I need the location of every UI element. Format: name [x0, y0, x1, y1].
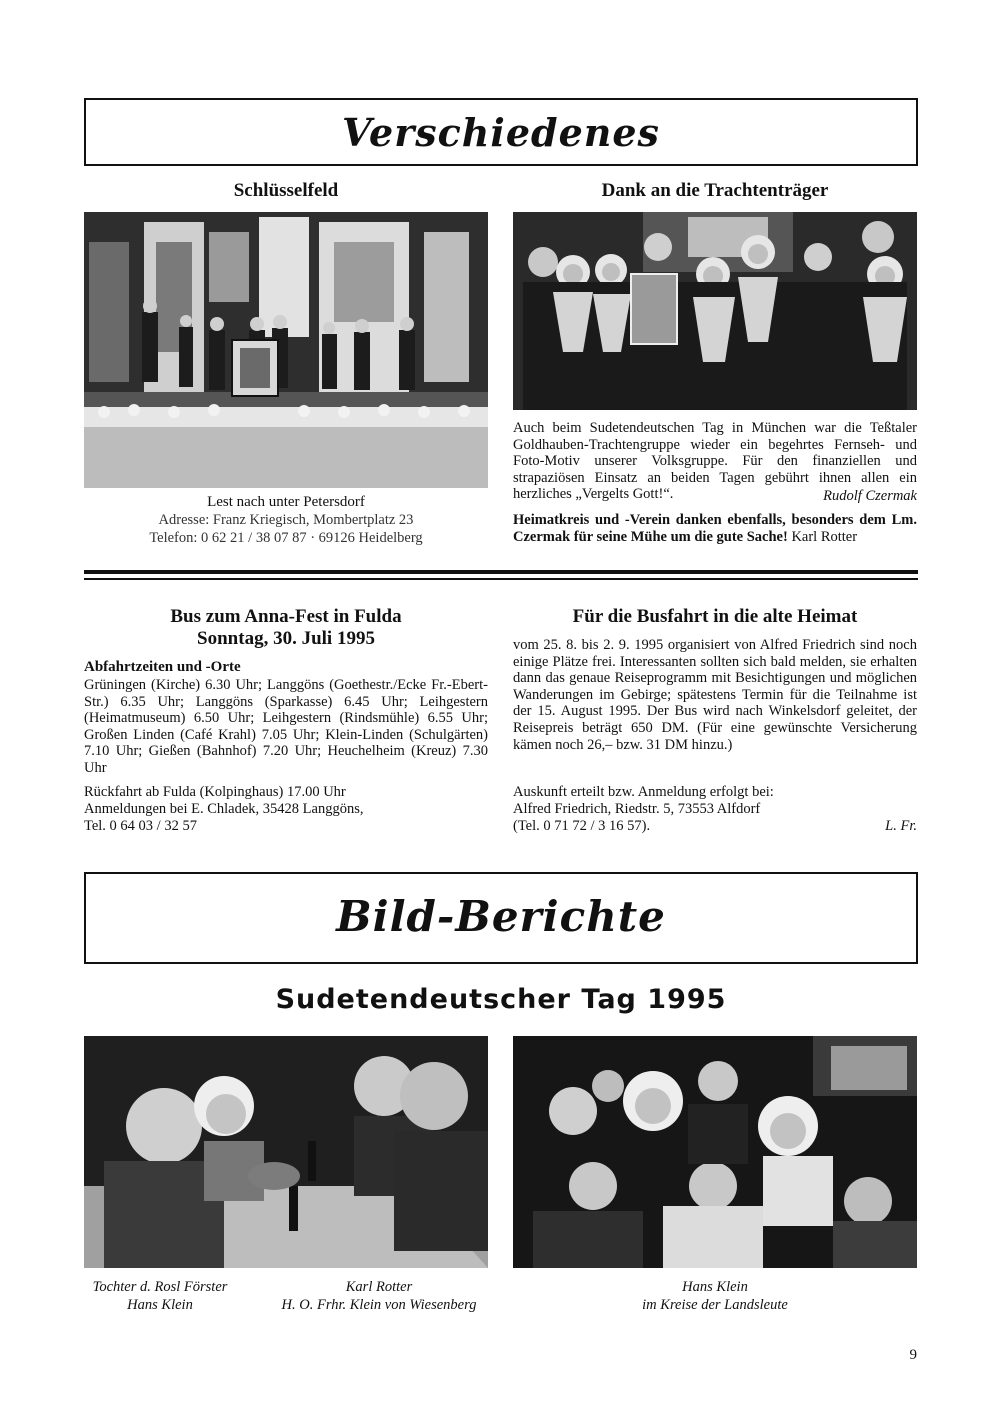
trachtentraeger-thanks-text: Heimatkreis und -Verein danken ebenfalls, besonders dem Lm. Czermak für seine Mühe um die gute Sache!	[513, 512, 917, 545]
bus-fulda-heading-line2: Sonntag, 30. Juli 1995	[197, 628, 375, 649]
section-banner-bildberichte	[84, 872, 918, 964]
caption-left-line2: Hans Klein	[127, 1297, 193, 1313]
schluesselfeld-heading: Schlüsselfeld	[233, 180, 339, 201]
schluesselfeld-caption-address: Adresse: Franz Kriegisch, Mombertplatz 23	[158, 512, 414, 528]
busfahrt-info-line2: Alfred Friedrich, Riedstr. 5, 73553 Alfdorf	[513, 801, 761, 817]
page-number: 9	[909, 1347, 917, 1363]
busfahrt-body: vom 25. 8. bis 2. 9. 1995 organisiert von Alfred Friedrich sind noch einige Plätze frei. Interessanten sollten sich bald melden, sie erhalten dann das genaue Reiseprogramm mit Besichtigungen und möglichen Wanderungen im Gebirge; spätestens Termin für die Teilnahme ist der 15. August 1995. Der Bus wird nach Winkelsdorf geleitet, der Reisepreis beträgt 650 DM. (Für eine gewünschte Versicherung kämen noch 26,– bzw. 31 DM hinzu.)	[513, 637, 917, 753]
bus-fulda-heading-line1: Bus zum Anna-Fest in Fulda	[170, 606, 402, 627]
bus-fulda-body: Grüningen (Kirche) 6.30 Uhr; Langgöns (Goethestr./Ecke Fr.-Ebert-Str.) 6.35 Uhr; Langgöns (Sparkasse) 6.45 Uhr; Leihgestern (Heimatmuseum) 6.50 Uhr; Leihgestern (Rindsmühle) 6.55 Uhr; Großen Linden (Café Krahl) 7.05 Uhr; Klein-Linden (Schulgärten) 7.10 Uhr; Gießen (Bahnhof) 7.20 Uhr; Heuchelheim (Kreuz) 7.30 Uhr	[84, 677, 488, 776]
caption-right-line2: im Kreise der Landsleute	[642, 1297, 788, 1313]
caption-left-line1: Tochter d. Rosl Förster	[92, 1279, 228, 1295]
section-divider-thin	[84, 578, 918, 580]
bus-fulda-return: Rückfahrt ab Fulda (Kolpinghaus) 17.00 Uhr	[84, 784, 346, 800]
section-divider-thick	[84, 570, 918, 574]
trachtentraeger-thanks	[513, 512, 917, 546]
busfahrt-heading: Für die Busfahrt in die alte Heimat	[572, 606, 858, 627]
busfahrt-author: L. Fr.	[885, 818, 917, 834]
busfahrt-info-line1: Auskunft erteilt bzw. Anmeldung erfolgt bei:	[513, 784, 774, 800]
bus-fulda-register: Anmeldungen bei E. Chladek, 35428 Langgöns,	[84, 801, 364, 817]
trachtentraeger-thanks-author: Karl Rotter	[791, 529, 858, 545]
trachtentraeger-photo	[513, 212, 917, 410]
photo-hans-klein-landsleute	[513, 1036, 917, 1268]
bus-fulda-phone: Tel. 0 64 03 / 32 57	[84, 818, 197, 834]
bus-fulda-subheading: Abfahrtzeiten und -Orte	[84, 659, 241, 675]
caption-middle-line2: H. O. Frhr. Klein von Wiesenberg	[281, 1297, 477, 1313]
schluesselfeld-caption-title: Lest nach unter Petersdorf	[207, 494, 365, 510]
caption-right-line1: Hans Klein	[682, 1279, 748, 1295]
caption-middle-line1: Karl Rotter	[345, 1279, 413, 1295]
section-title-verschiedenes: Verschiedenes	[342, 110, 660, 155]
trachtentraeger-body: Auch beim Sudetendeutschen Tag in München war die Teßtaler Goldhauben-Trachtengruppe wieder ein begehrtes Fernseh- und Foto-Motiv unserer Volksgruppe. Für den finanziellen und strapaziösen Einsatz an beiden Tagen gebührt ihnen allen ein herzliches „Vergelts Gott!“.	[513, 420, 917, 503]
trachtentraeger-heading: Dank an die Trachtenträger	[601, 180, 829, 201]
trachtentraeger-author: Rudolf Czermak	[823, 488, 917, 504]
section-banner-verschiedenes	[84, 98, 918, 166]
section-title-bildberichte: Bild-Berichte	[336, 892, 666, 941]
schluesselfeld-caption-phone: Telefon: 0 62 21 / 38 07 87 · 69126 Heidelberg	[149, 530, 423, 546]
sudetendeutscher-tag-heading: Sudetendeutscher Tag 1995	[275, 984, 727, 1015]
schluesselfeld-photo	[84, 212, 488, 488]
photo-hans-klein-table	[84, 1036, 488, 1268]
busfahrt-info-line3: (Tel. 0 71 72 / 3 16 57).	[513, 818, 651, 834]
